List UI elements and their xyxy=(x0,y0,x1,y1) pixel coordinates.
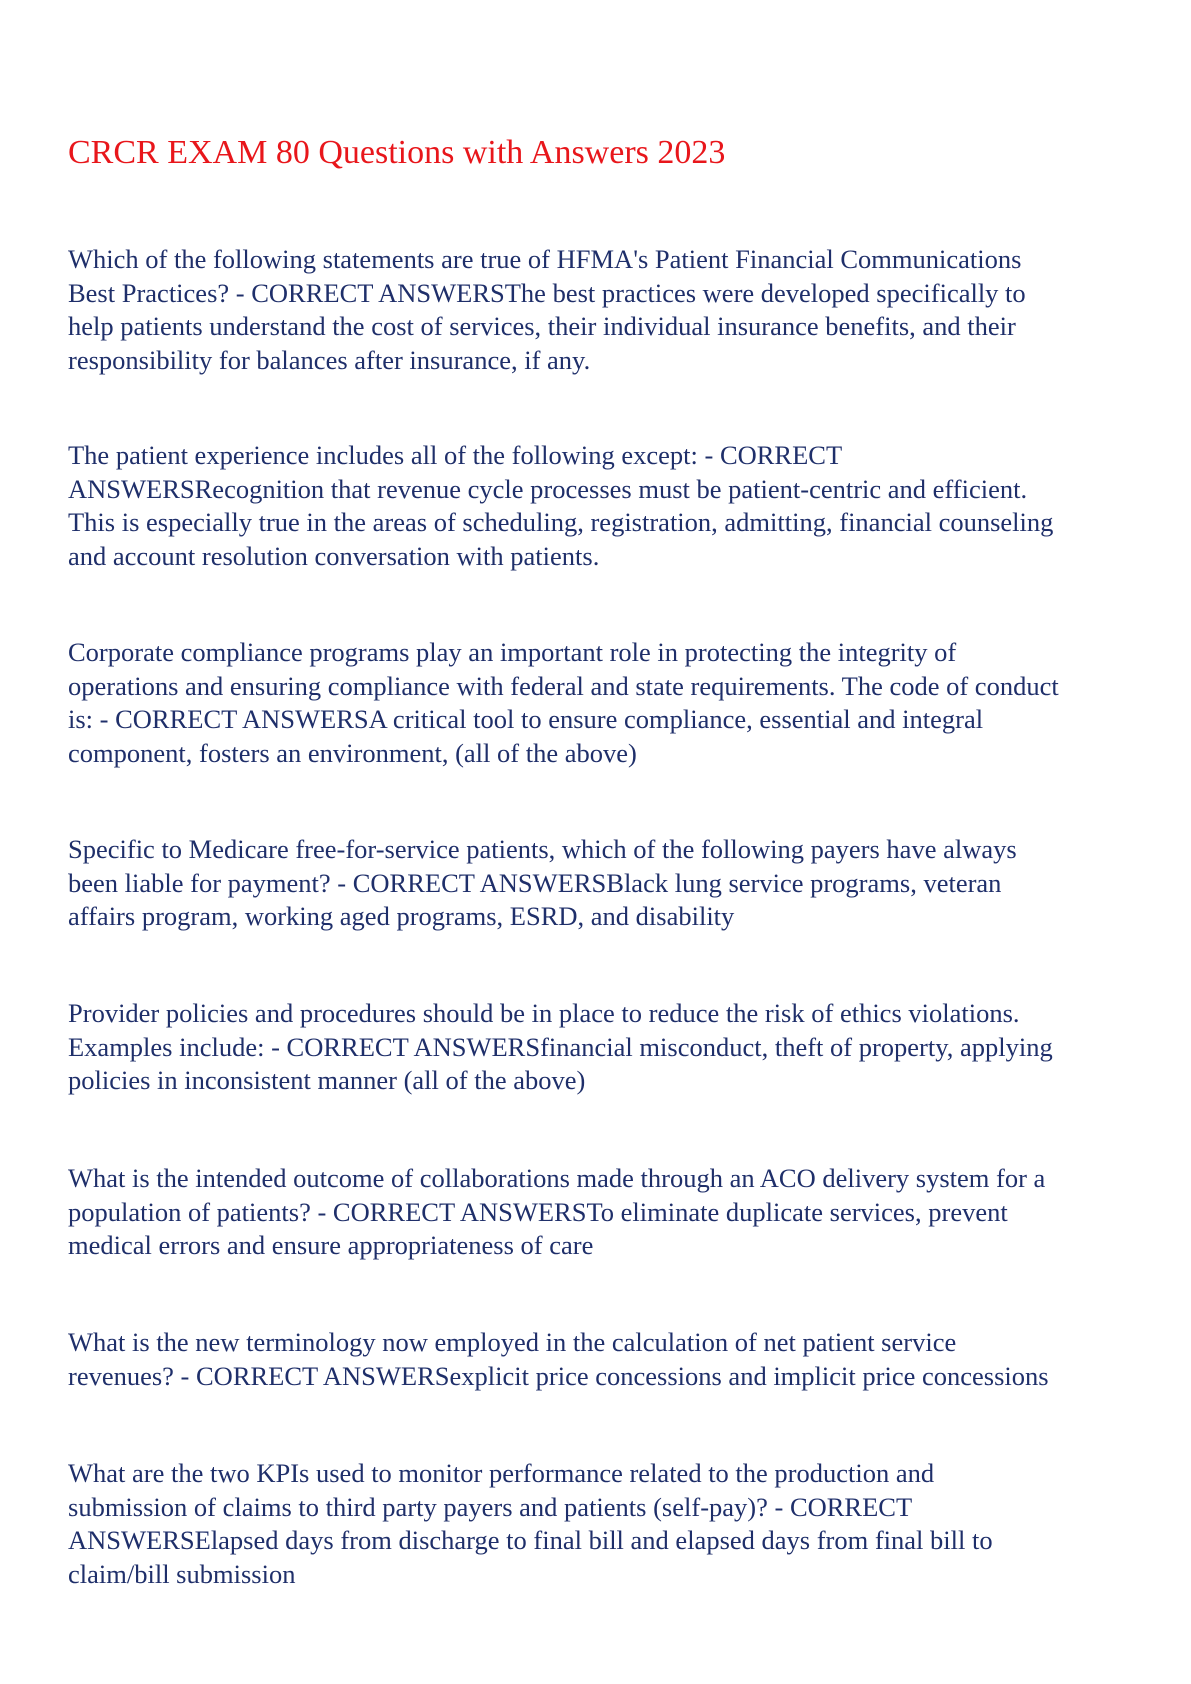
qa-entry-medicare-payers xyxy=(68,833,1128,934)
qa-entry-net-revenue-terminology xyxy=(68,1326,1128,1393)
document-title: CRCR EXAM 80 Questions with Answers 2023 xyxy=(68,134,726,171)
qa-entry-patient-experience xyxy=(68,439,1128,573)
text-line: Best Practices? - CORRECT ANSWERSThe best practices were developed specifically to xyxy=(68,277,1026,308)
text-line: medical errors and ensure appropriateness of care xyxy=(68,1230,594,1260)
text-line: component, fosters an environment, (all of the above) xyxy=(68,737,637,768)
text-line: revenues? - CORRECT ANSWERSexplicit price concessions and implicit price concessions xyxy=(68,1360,1049,1391)
text-line: ANSWERSRecognition that revenue cycle processes must be patient-centric and efficient. xyxy=(68,473,1028,504)
text-line: Examples include: - CORRECT ANSWERSfinancial misconduct, theft of property, applying xyxy=(68,1031,1053,1062)
qa-entry-ethics-violations xyxy=(68,997,1128,1098)
qa-entry-aco-outcome xyxy=(68,1162,1128,1263)
qa-entry-corporate-compliance xyxy=(68,636,1128,770)
text-line: This is especially true in the areas of scheduling, registration, admitting, financial counseling xyxy=(68,507,1054,537)
text-line: help patients understand the cost of services, their individual insurance benefits, and their xyxy=(68,311,1016,341)
text-line: ANSWERSElapsed days from discharge to final bill and elapsed days from final bill to xyxy=(68,1525,993,1555)
text-line: is: - CORRECT ANSWERSA critical tool to ensure compliance, essential and integral xyxy=(68,704,984,734)
text-line: population of patients? - CORRECT ANSWERSTo eliminate duplicate services, prevent xyxy=(68,1196,1008,1227)
text-line: Corporate compliance programs play an important role in protecting the integrity of xyxy=(68,637,957,667)
text-line: What is the intended outcome of collaborations made through an ACO delivery system for a xyxy=(68,1163,1046,1193)
text-line: Provider policies and procedures should be in place to reduce the risk of ethics violations. xyxy=(68,998,1020,1028)
text-line: affairs program, working aged programs, ESRD, and disability xyxy=(68,901,735,931)
text-line: What are the two KPIs used to monitor performance related to the production and xyxy=(68,1458,935,1488)
text-line: What is the new terminology now employed in the calculation of net patient service xyxy=(68,1327,957,1357)
text-line: and account resolution conversation with patients. xyxy=(68,540,600,571)
text-line: submission of claims to third party payers and patients (self-pay)? - CORRECT xyxy=(68,1491,913,1522)
text-line: responsibility for balances after insurance, if any. xyxy=(68,344,591,375)
text-line: been liable for payment? - CORRECT ANSWERSBlack lung service programs, veteran xyxy=(68,867,1002,898)
text-line: Specific to Medicare free-for-service patients, which of the following payers have always xyxy=(68,834,1017,864)
qa-entry-claims-kpis xyxy=(68,1457,1128,1591)
text-line: Which of the following statements are true of HFMA's Patient Financial Communications xyxy=(68,244,1022,274)
text-line: The patient experience includes all of the following except: - CORRECT xyxy=(68,440,843,470)
text-line: claim/bill submission xyxy=(68,1558,296,1589)
qa-entry-hfma-best-practices xyxy=(68,243,1128,377)
text-line: operations and ensuring compliance with federal and state requirements. The code of conduct xyxy=(68,670,1059,701)
text-line: policies in inconsistent manner (all of the above) xyxy=(68,1065,586,1095)
